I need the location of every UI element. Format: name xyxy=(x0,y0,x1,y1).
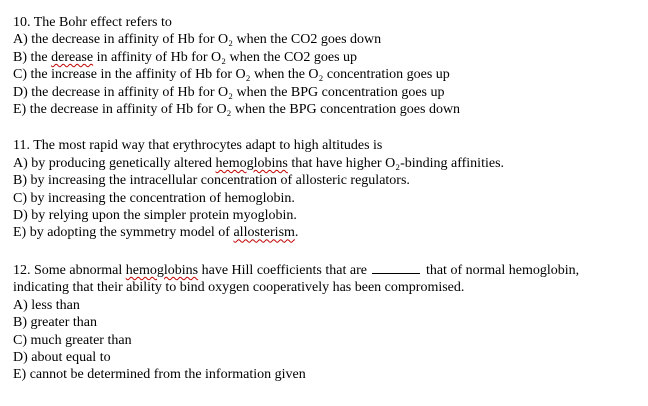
question-10-option-e: E) the decrease in affinity of Hb for O₂ when the BPG concentration goes down xyxy=(13,102,461,118)
question-12 xyxy=(13,261,638,384)
question-12-stem-continued: indicating that their ability to bind oxygen cooperatively has been compromised. xyxy=(13,280,465,296)
option-b-rest: in affinity of Hb for O₂ when the CO2 goes up xyxy=(93,49,358,65)
misspelled-word: derease xyxy=(51,49,94,65)
answer-blank xyxy=(372,261,420,274)
question-10-option-c: C) the increase in the affinity of Hb for O₂ when the O₂ concentration goes up xyxy=(13,67,450,83)
spellcheck-word: hemoglobins xyxy=(125,262,199,278)
option-e-rest: . xyxy=(294,225,299,241)
question-11-stem: 11. The most rapid way that erythrocytes adapt to high altitudes is xyxy=(13,138,383,154)
question-11-option-c: C) by increasing the concentration of hemoglobin. xyxy=(13,190,295,206)
question-12-option-a: A) less than xyxy=(13,297,80,313)
question-11-option-e xyxy=(13,224,638,241)
question-10-option-a: A) the decrease in affinity of Hb for O₂ when the CO2 goes down xyxy=(13,32,382,48)
question-12-stem xyxy=(13,261,638,279)
stem-suffix: that of normal hemoglobin, xyxy=(422,262,580,278)
question-12-option-c: C) much greater than xyxy=(13,332,132,348)
question-11 xyxy=(13,137,638,241)
question-11-option-b: B) by increasing the intracellular concentration of allosteric regulators. xyxy=(13,173,410,189)
question-10-option-b xyxy=(13,49,638,66)
option-b-prefix: B) the xyxy=(13,49,52,65)
question-12-option-d: D) about equal to xyxy=(13,349,111,365)
question-12-option-b: B) greater than xyxy=(13,315,97,331)
option-a-prefix: A) by producing genetically altered xyxy=(13,155,216,171)
question-10-stem: 10. The Bohr effect refers to xyxy=(13,15,172,30)
question-10 xyxy=(13,14,638,118)
question-12-option-e: E) cannot be determined from the information given xyxy=(13,367,306,383)
option-e-prefix: E) by adopting the symmetry model of xyxy=(13,225,234,241)
spellcheck-word: allosterism xyxy=(233,225,295,241)
stem-prefix: 12. Some abnormal xyxy=(13,262,126,278)
spellcheck-word: hemoglobins xyxy=(215,155,288,171)
question-10-option-d: D) the decrease in affinity of Hb for O₂ when the BPG concentration goes up xyxy=(13,84,445,100)
question-11-option-d: D) by relying upon the simpler protein myoglobin. xyxy=(13,208,297,224)
option-a-rest: that have higher O₂-binding affinities. xyxy=(287,155,505,171)
stem-middle: have Hill coefficients that are xyxy=(198,262,371,278)
question-11-option-a xyxy=(13,155,638,172)
